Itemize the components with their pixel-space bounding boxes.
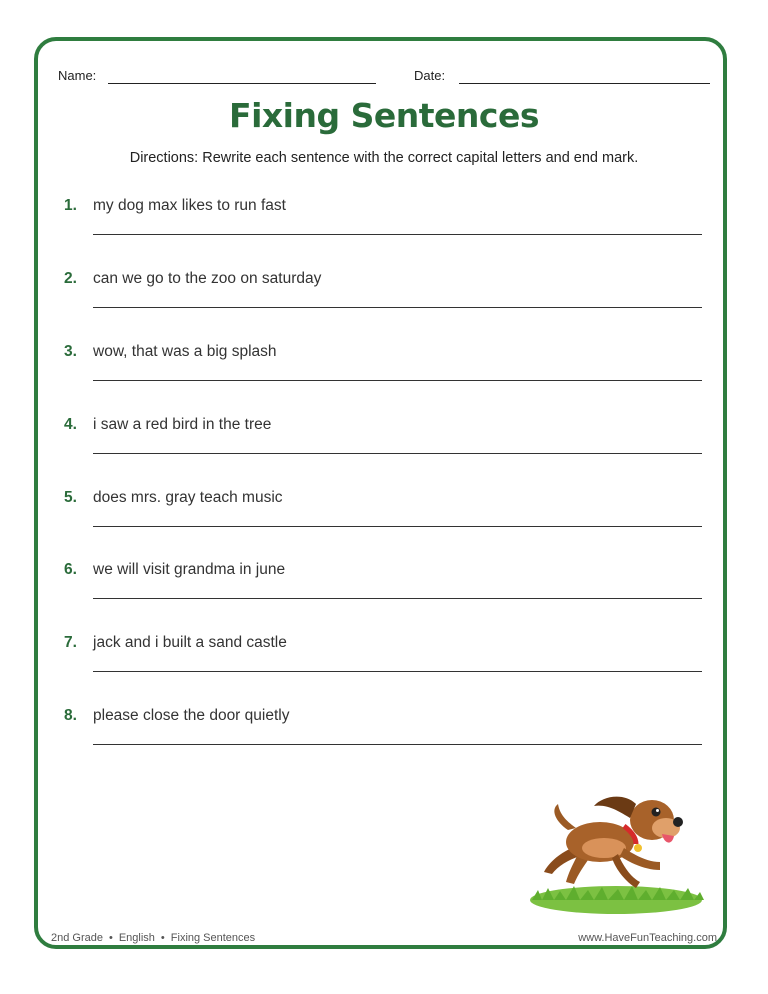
footer-topic: Fixing Sentences bbox=[170, 932, 256, 944]
answer-line[interactable] bbox=[93, 234, 702, 235]
answer-line[interactable] bbox=[93, 526, 702, 527]
footer-subject: English bbox=[118, 932, 155, 944]
running-dog-illustration bbox=[528, 782, 708, 922]
list-item bbox=[0, 416, 768, 489]
directions-text: Directions: Rewrite each sentence with the correct capital letters and end mark. bbox=[129, 150, 639, 166]
list-item bbox=[0, 707, 768, 780]
item-sentence: jack and i built a sand castle bbox=[93, 634, 287, 651]
item-number: 4. bbox=[64, 416, 77, 433]
answer-line[interactable] bbox=[93, 744, 702, 745]
item-sentence: we will visit grandma in june bbox=[93, 561, 286, 578]
item-number: 1. bbox=[64, 197, 77, 214]
item-number: 8. bbox=[64, 707, 77, 724]
date-field[interactable] bbox=[459, 83, 710, 84]
item-number: 3. bbox=[64, 343, 77, 360]
item-number: 7. bbox=[64, 634, 77, 651]
item-number: 6. bbox=[64, 561, 77, 578]
name-field[interactable] bbox=[108, 83, 376, 84]
list-item bbox=[0, 197, 768, 270]
item-number: 5. bbox=[64, 489, 77, 506]
item-sentence: my dog max likes to run fast bbox=[93, 197, 286, 214]
list-item bbox=[0, 343, 768, 416]
answer-line[interactable] bbox=[93, 380, 702, 381]
item-sentence: please close the door quietly bbox=[93, 707, 290, 724]
list-item bbox=[0, 561, 768, 634]
footer-website: www.HaveFunTeaching.com bbox=[578, 932, 717, 944]
list-item bbox=[0, 634, 768, 707]
page-title: Fixing Sentences bbox=[229, 96, 539, 135]
footer-breadcrumb bbox=[51, 932, 255, 944]
footer-grade: 2nd Grade bbox=[51, 932, 103, 944]
answer-line[interactable] bbox=[93, 671, 702, 672]
item-sentence: i saw a red bird in the tree bbox=[93, 416, 272, 433]
answer-line[interactable] bbox=[93, 453, 702, 454]
item-sentence: does mrs. gray teach music bbox=[93, 489, 283, 506]
list-item bbox=[0, 270, 768, 343]
answer-line[interactable] bbox=[93, 307, 702, 308]
footer-separator: • bbox=[108, 932, 113, 944]
item-sentence: wow, that was a big splash bbox=[93, 343, 277, 360]
list-item bbox=[0, 489, 768, 562]
answer-line[interactable] bbox=[93, 598, 702, 599]
item-number: 2. bbox=[64, 270, 77, 287]
date-label: Date: bbox=[414, 68, 446, 83]
item-sentence: can we go to the zoo on saturday bbox=[93, 270, 322, 287]
footer-separator: • bbox=[160, 932, 165, 944]
name-label: Name: bbox=[58, 68, 97, 83]
